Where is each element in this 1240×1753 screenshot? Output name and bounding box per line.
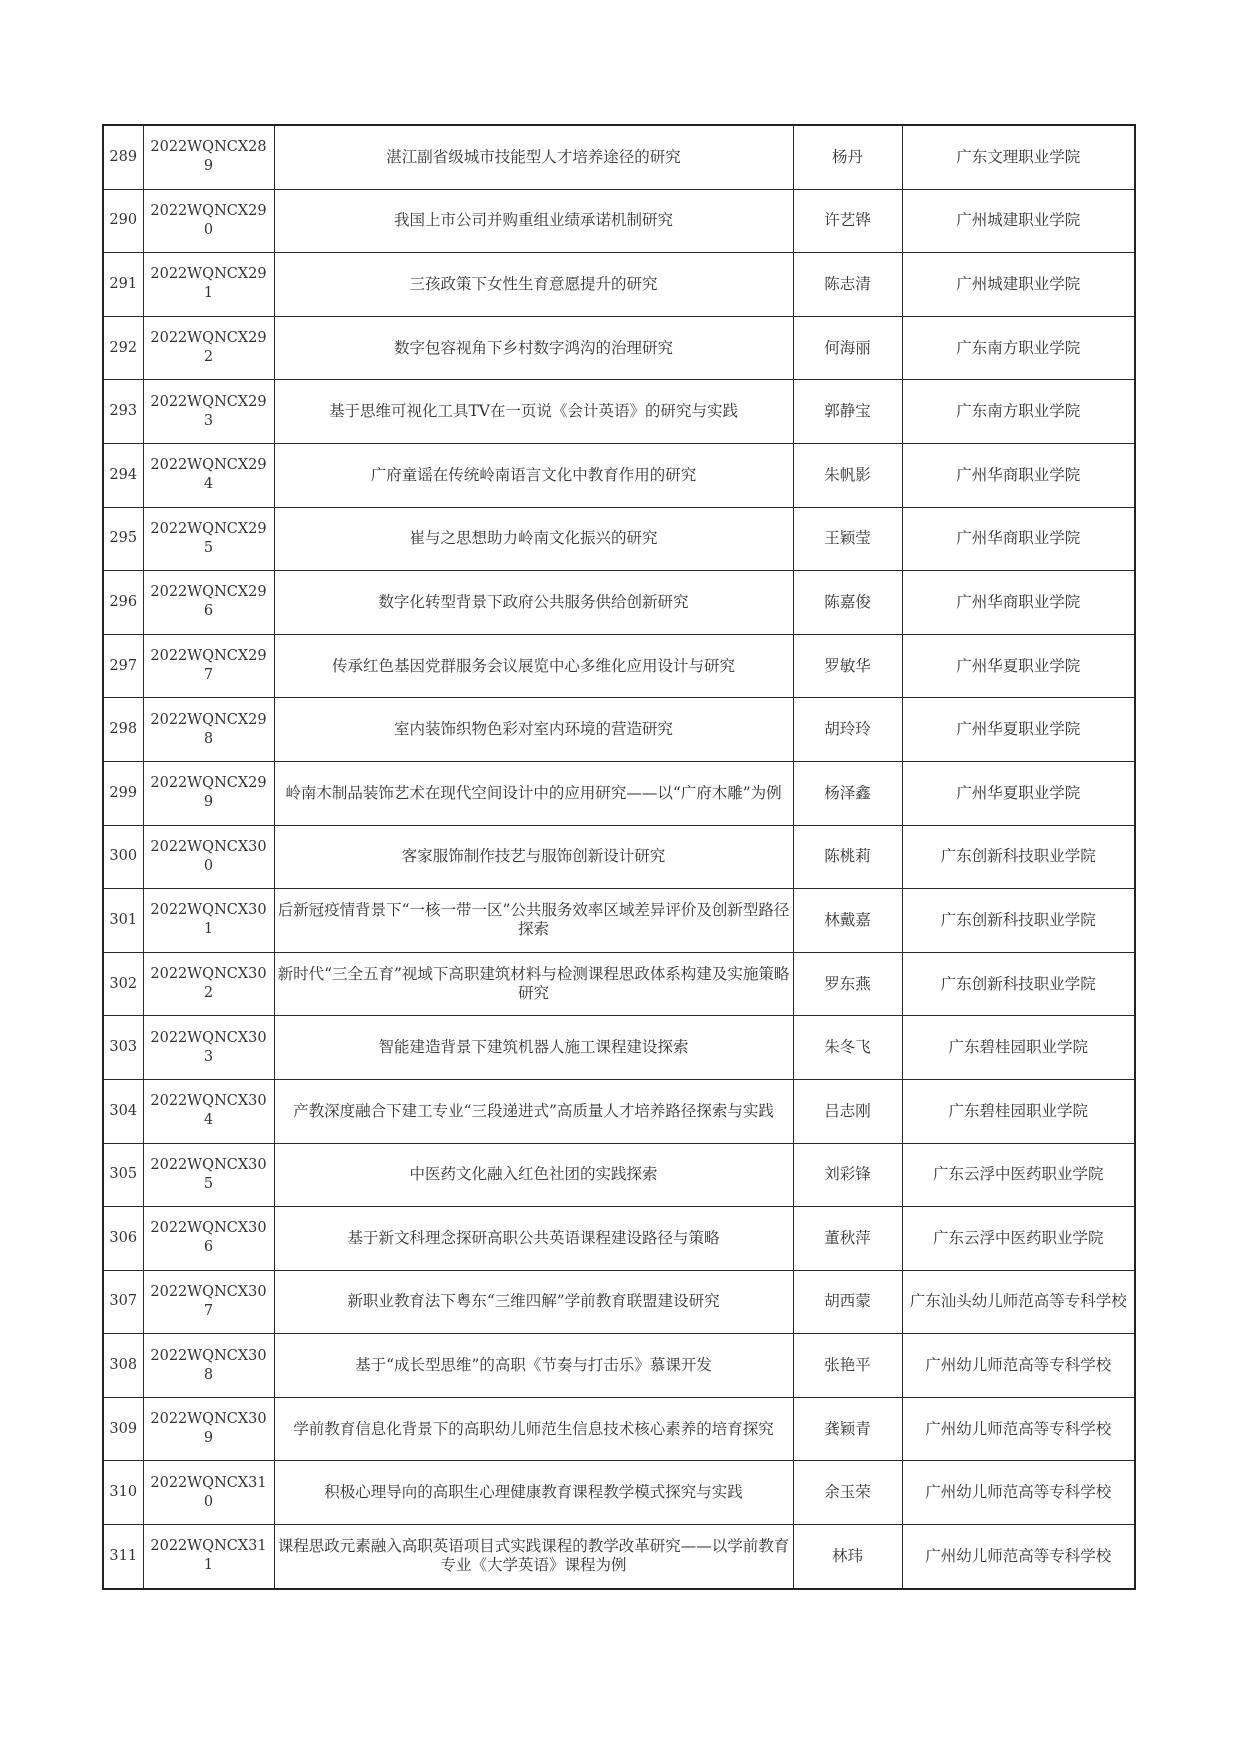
project-code-cell: 2022WQNCX303 [143, 1016, 274, 1080]
row-number-cell: 297 [103, 634, 143, 698]
institution-cell: 广州华商职业学院 [902, 571, 1135, 635]
principal-name-cell: 王颖莹 [793, 507, 902, 571]
table-row [103, 698, 1135, 762]
table-row [103, 316, 1135, 380]
table-row [103, 253, 1135, 317]
project-title-cell: 中医药文化融入红色社团的实践探索 [274, 1143, 793, 1207]
project-title-cell: 智能建造背景下建筑机器人施工课程建设探索 [274, 1016, 793, 1080]
project-code-cell: 2022WQNCX295 [143, 507, 274, 571]
principal-name-cell: 朱帆影 [793, 443, 902, 507]
principal-name-cell: 余玉荣 [793, 1461, 902, 1525]
institution-cell: 广东汕头幼儿师范高等专科学校 [902, 1270, 1135, 1334]
project-code-cell: 2022WQNCX298 [143, 698, 274, 762]
institution-cell: 广州华夏职业学院 [902, 698, 1135, 762]
project-code-cell: 2022WQNCX289 [143, 125, 274, 189]
table-row [103, 1397, 1135, 1461]
institution-cell: 广州华夏职业学院 [902, 634, 1135, 698]
institution-cell: 广东文理职业学院 [902, 125, 1135, 189]
principal-name-cell: 林戴嘉 [793, 889, 902, 953]
institution-cell: 广东碧桂园职业学院 [902, 1079, 1135, 1143]
principal-name-cell: 杨泽鑫 [793, 761, 902, 825]
project-code-cell: 2022WQNCX309 [143, 1397, 274, 1461]
principal-name-cell: 刘彩锋 [793, 1143, 902, 1207]
institution-cell: 广州华商职业学院 [902, 507, 1135, 571]
project-title-cell: 湛江副省级城市技能型人才培养途径的研究 [274, 125, 793, 189]
project-code-cell: 2022WQNCX310 [143, 1461, 274, 1525]
project-code-cell: 2022WQNCX293 [143, 380, 274, 444]
table-row [103, 634, 1135, 698]
project-code-cell: 2022WQNCX311 [143, 1525, 274, 1589]
project-code-cell: 2022WQNCX301 [143, 889, 274, 953]
table-row [103, 1461, 1135, 1525]
principal-name-cell: 董秋萍 [793, 1207, 902, 1271]
principal-name-cell: 龚颖青 [793, 1397, 902, 1461]
institution-cell: 广东云浮中医药职业学院 [902, 1207, 1135, 1271]
table-row [103, 1079, 1135, 1143]
principal-name-cell: 杨丹 [793, 125, 902, 189]
row-number-cell: 302 [103, 952, 143, 1016]
institution-cell: 广州城建职业学院 [902, 253, 1135, 317]
principal-name-cell: 胡玲玲 [793, 698, 902, 762]
project-list-table [102, 124, 1136, 1590]
project-title-cell: 我国上市公司并购重组业绩承诺机制研究 [274, 189, 793, 253]
row-number-cell: 305 [103, 1143, 143, 1207]
row-number-cell: 306 [103, 1207, 143, 1271]
project-code-cell: 2022WQNCX304 [143, 1079, 274, 1143]
project-code-cell: 2022WQNCX300 [143, 825, 274, 889]
project-title-cell: 基于新文科理念探研高职公共英语课程建设路径与策略 [274, 1207, 793, 1271]
row-number-cell: 309 [103, 1397, 143, 1461]
project-code-cell: 2022WQNCX307 [143, 1270, 274, 1334]
institution-cell: 广东创新科技职业学院 [902, 889, 1135, 953]
project-title-cell: 新时代“三全五育”视域下高职建筑材料与检测课程思政体系构建及实施策略研究 [274, 952, 793, 1016]
project-title-cell: 基于“成长型思维”的高职《节奏与打击乐》慕课开发 [274, 1334, 793, 1398]
institution-cell: 广州华夏职业学院 [902, 761, 1135, 825]
row-number-cell: 300 [103, 825, 143, 889]
principal-name-cell: 罗敏华 [793, 634, 902, 698]
row-number-cell: 301 [103, 889, 143, 953]
table-row [103, 952, 1135, 1016]
project-title-cell: 课程思政元素融入高职英语项目式实践课程的教学改革研究——以学前教育专业《大学英语》课程为例 [274, 1525, 793, 1589]
principal-name-cell: 何海丽 [793, 316, 902, 380]
table-row [103, 1270, 1135, 1334]
institution-cell: 广州城建职业学院 [902, 189, 1135, 253]
table-row [103, 889, 1135, 953]
project-title-cell: 室内装饰织物色彩对室内环境的营造研究 [274, 698, 793, 762]
project-title-cell: 崔与之思想助力岭南文化振兴的研究 [274, 507, 793, 571]
table-row [103, 1334, 1135, 1398]
row-number-cell: 294 [103, 443, 143, 507]
row-number-cell: 292 [103, 316, 143, 380]
project-code-cell: 2022WQNCX302 [143, 952, 274, 1016]
project-title-cell: 岭南木制品装饰艺术在现代空间设计中的应用研究——以“广府木雕”为例 [274, 761, 793, 825]
row-number-cell: 299 [103, 761, 143, 825]
institution-cell: 广州华商职业学院 [902, 443, 1135, 507]
project-code-cell: 2022WQNCX305 [143, 1143, 274, 1207]
row-number-cell: 289 [103, 125, 143, 189]
institution-cell: 广州幼儿师范高等专科学校 [902, 1525, 1135, 1589]
table-row [103, 443, 1135, 507]
row-number-cell: 304 [103, 1079, 143, 1143]
table-row [103, 125, 1135, 189]
institution-cell: 广州幼儿师范高等专科学校 [902, 1334, 1135, 1398]
row-number-cell: 296 [103, 571, 143, 635]
project-code-cell: 2022WQNCX294 [143, 443, 274, 507]
principal-name-cell: 罗东燕 [793, 952, 902, 1016]
table-row [103, 571, 1135, 635]
table-row [103, 189, 1135, 253]
row-number-cell: 291 [103, 253, 143, 317]
row-number-cell: 311 [103, 1525, 143, 1589]
table-row [103, 507, 1135, 571]
project-title-cell: 产教深度融合下建工专业“三段递进式”高质量人才培养路径探索与实践 [274, 1079, 793, 1143]
project-code-cell: 2022WQNCX308 [143, 1334, 274, 1398]
project-title-cell: 积极心理导向的高职生心理健康教育课程教学模式探究与实践 [274, 1461, 793, 1525]
project-title-cell: 新职业教育法下粤东“三维四解”学前教育联盟建设研究 [274, 1270, 793, 1334]
project-title-cell: 传承红色基因党群服务会议展览中心多维化应用设计与研究 [274, 634, 793, 698]
project-code-cell: 2022WQNCX297 [143, 634, 274, 698]
row-number-cell: 293 [103, 380, 143, 444]
project-title-cell: 广府童谣在传统岭南语言文化中教育作用的研究 [274, 443, 793, 507]
principal-name-cell: 林玮 [793, 1525, 902, 1589]
row-number-cell: 295 [103, 507, 143, 571]
project-code-cell: 2022WQNCX306 [143, 1207, 274, 1271]
project-code-cell: 2022WQNCX299 [143, 761, 274, 825]
project-title-cell: 数字化转型背景下政府公共服务供给创新研究 [274, 571, 793, 635]
row-number-cell: 303 [103, 1016, 143, 1080]
institution-cell: 广东创新科技职业学院 [902, 952, 1135, 1016]
institution-cell: 广东创新科技职业学院 [902, 825, 1135, 889]
table-row [103, 825, 1135, 889]
project-code-cell: 2022WQNCX292 [143, 316, 274, 380]
project-code-cell: 2022WQNCX290 [143, 189, 274, 253]
row-number-cell: 308 [103, 1334, 143, 1398]
institution-cell: 广州幼儿师范高等专科学校 [902, 1461, 1135, 1525]
row-number-cell: 310 [103, 1461, 143, 1525]
table-body [103, 125, 1135, 1589]
project-title-cell: 后新冠疫情背景下“一核一带一区”公共服务效率区域差异评价及创新型路径探索 [274, 889, 793, 953]
principal-name-cell: 陈嘉俊 [793, 571, 902, 635]
principal-name-cell: 郭静宝 [793, 380, 902, 444]
institution-cell: 广东南方职业学院 [902, 380, 1135, 444]
institution-cell: 广东碧桂园职业学院 [902, 1016, 1135, 1080]
project-code-cell: 2022WQNCX291 [143, 253, 274, 317]
row-number-cell: 298 [103, 698, 143, 762]
principal-name-cell: 陈桃莉 [793, 825, 902, 889]
principal-name-cell: 张艳平 [793, 1334, 902, 1398]
table-row [103, 1143, 1135, 1207]
principal-name-cell: 吕志刚 [793, 1079, 902, 1143]
table-row [103, 1016, 1135, 1080]
institution-cell: 广东南方职业学院 [902, 316, 1135, 380]
row-number-cell: 290 [103, 189, 143, 253]
project-code-cell: 2022WQNCX296 [143, 571, 274, 635]
project-title-cell: 三孩政策下女性生育意愿提升的研究 [274, 253, 793, 317]
project-title-cell: 基于思维可视化工具TV在一页说《会计英语》的研究与实践 [274, 380, 793, 444]
principal-name-cell: 许艺铧 [793, 189, 902, 253]
project-title-cell: 学前教育信息化背景下的高职幼儿师范生信息技术核心素养的培育探究 [274, 1397, 793, 1461]
principal-name-cell: 陈志清 [793, 253, 902, 317]
table-row [103, 380, 1135, 444]
principal-name-cell: 朱冬飞 [793, 1016, 902, 1080]
project-title-cell: 客家服饰制作技艺与服饰创新设计研究 [274, 825, 793, 889]
institution-cell: 广州幼儿师范高等专科学校 [902, 1397, 1135, 1461]
project-title-cell: 数字包容视角下乡村数字鸿沟的治理研究 [274, 316, 793, 380]
institution-cell: 广东云浮中医药职业学院 [902, 1143, 1135, 1207]
table-row [103, 1207, 1135, 1271]
principal-name-cell: 胡西蒙 [793, 1270, 902, 1334]
table-row [103, 761, 1135, 825]
row-number-cell: 307 [103, 1270, 143, 1334]
table-row [103, 1525, 1135, 1589]
